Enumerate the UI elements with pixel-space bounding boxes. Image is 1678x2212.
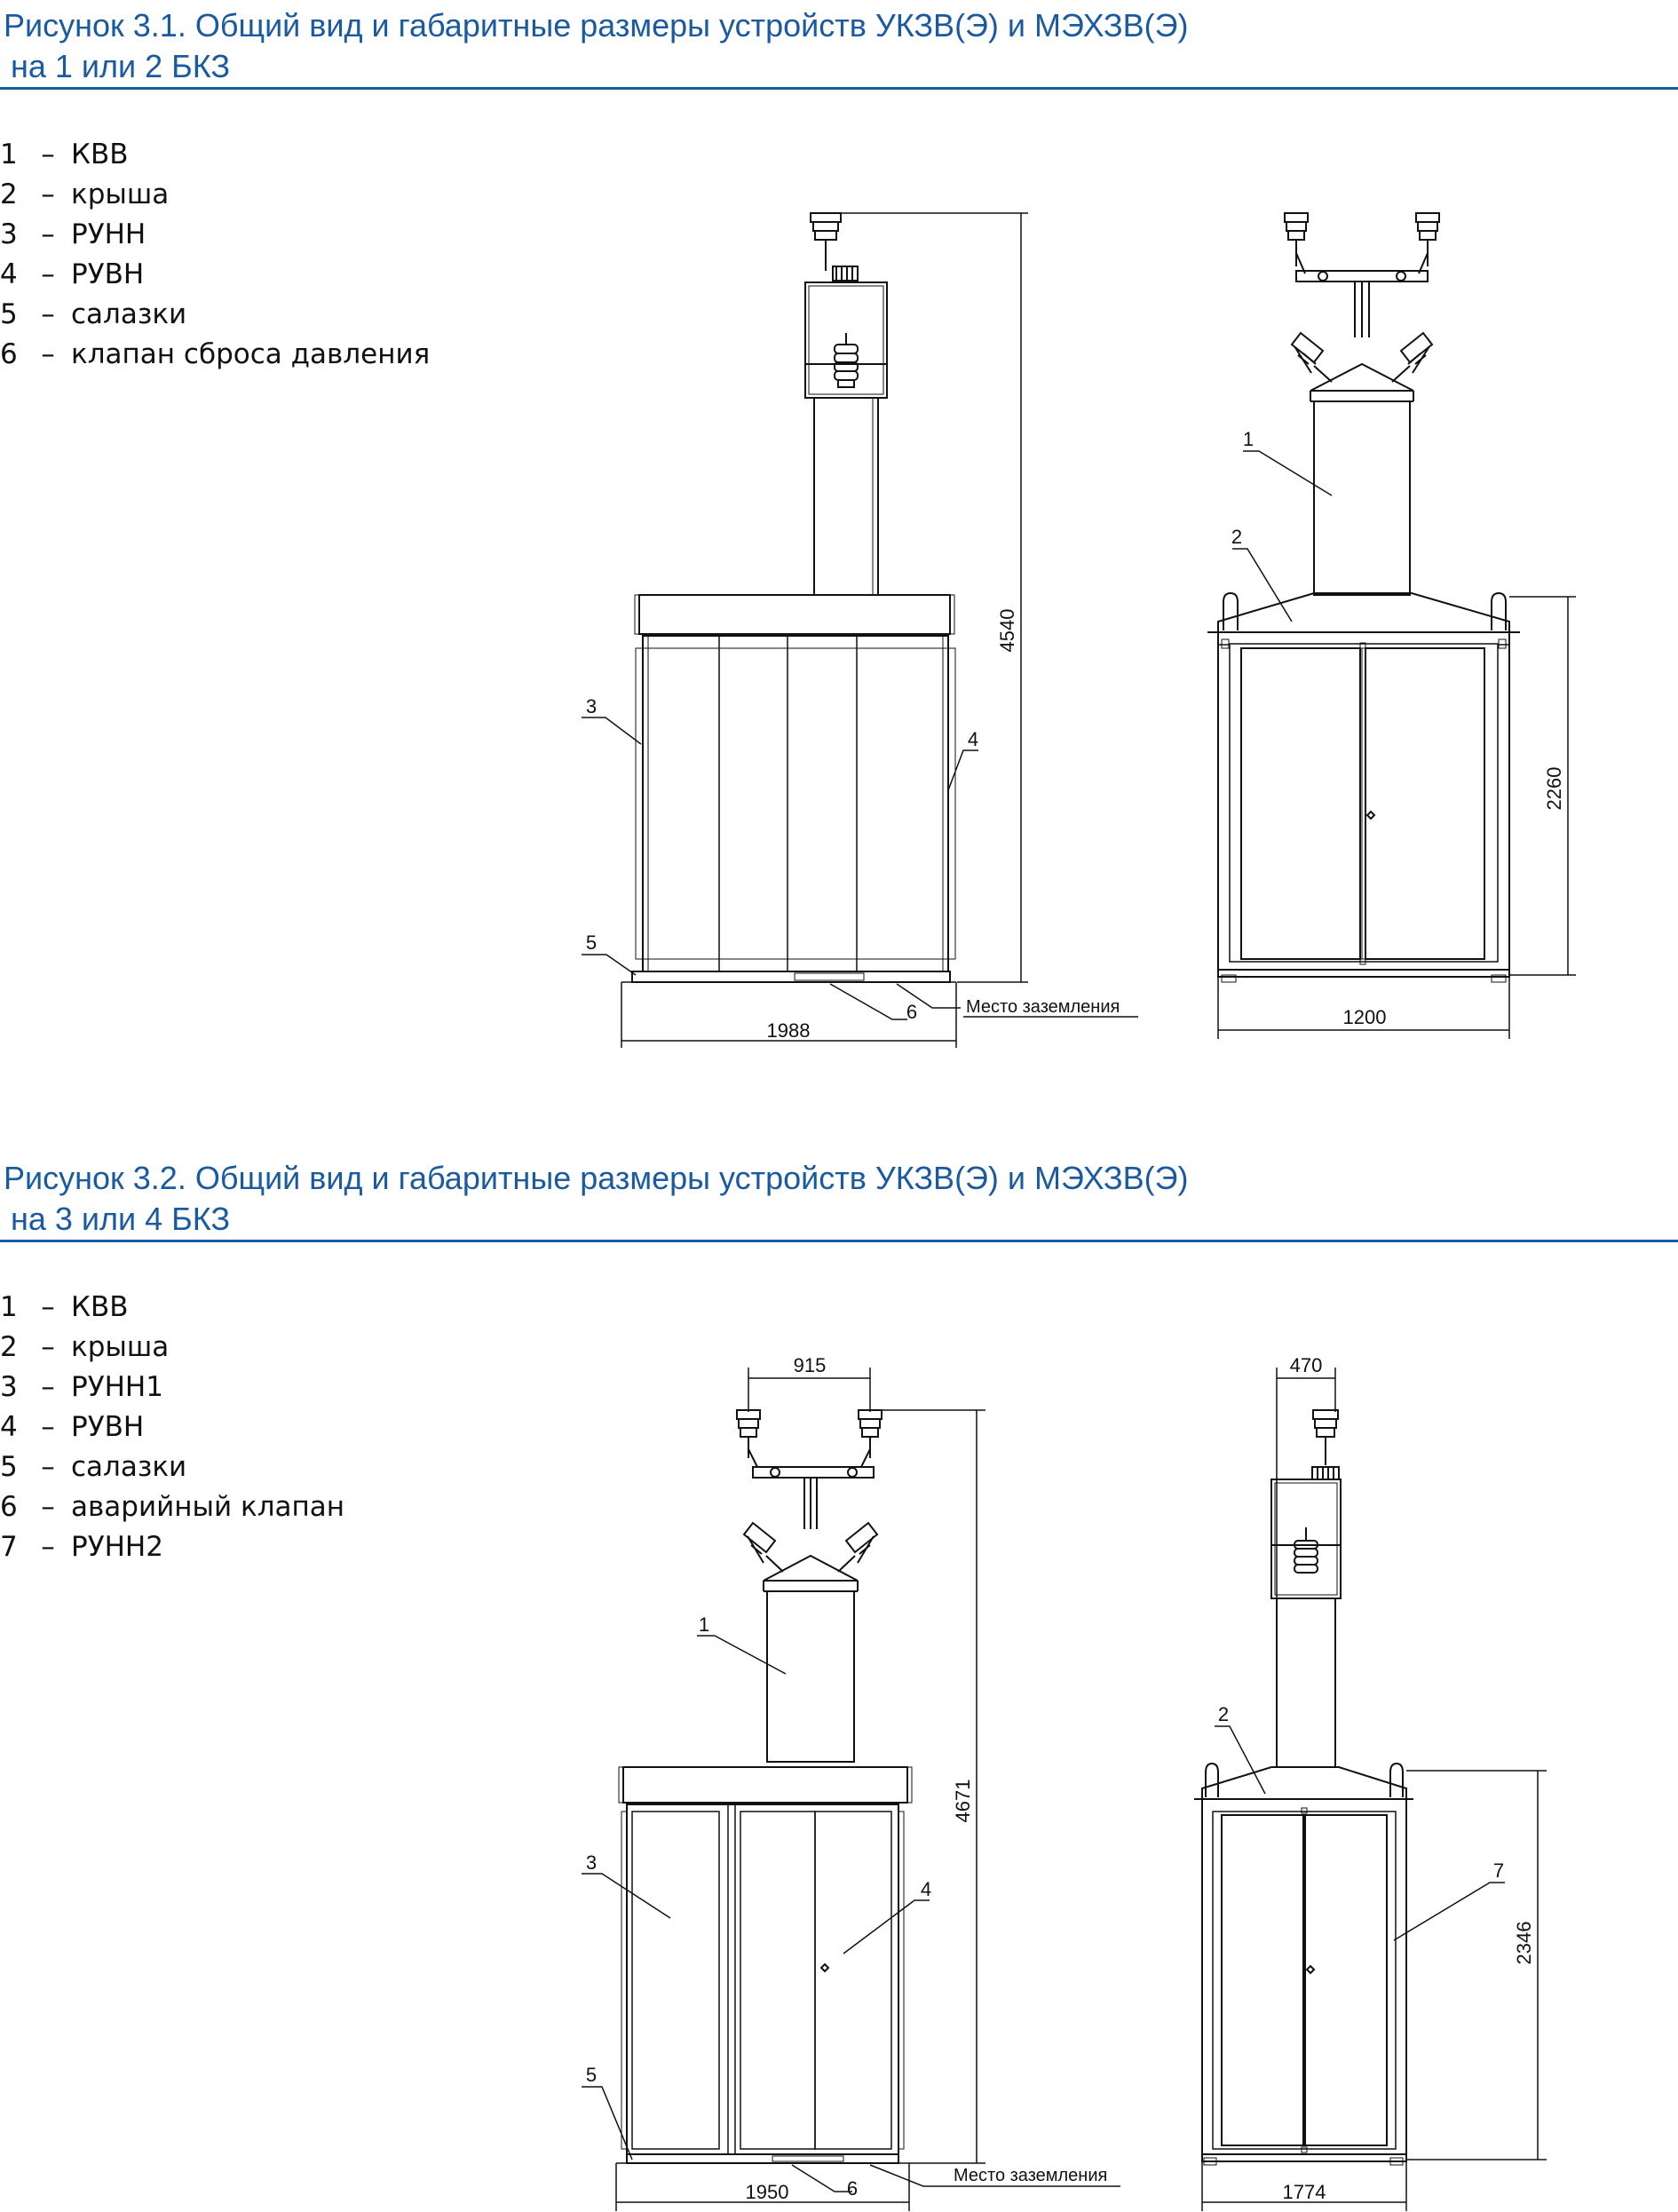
label-6: 6 — [906, 1001, 918, 1023]
label-3: 3 — [585, 695, 598, 718]
legend-item: 2 – крыша — [0, 1331, 170, 1363]
bushing-icon — [1392, 333, 1432, 382]
legend-item: 4 – РУВН — [0, 1411, 145, 1443]
label-4: 4 — [920, 1878, 932, 1900]
legend-item: 7 – РУНН2 — [0, 1531, 163, 1563]
label-7: 7 — [1492, 1859, 1505, 1882]
dim-4671: 4671 — [952, 1779, 974, 1823]
legend-item: 4 – РУВН — [0, 258, 145, 290]
dim-915: 915 — [793, 1354, 827, 1376]
bushing-icon — [744, 1523, 783, 1572]
leader-lines — [582, 718, 978, 1019]
figure1-title-line2: на 1 или 2 БКЗ — [11, 48, 231, 84]
insulator-icon — [1313, 1410, 1338, 1465]
label-4: 4 — [967, 728, 979, 750]
label-2: 2 — [1217, 1703, 1230, 1725]
legend-item: 6 – клапан сброса давления — [0, 338, 431, 370]
figure1-title-line1: Рисунок 3.1. Общий вид и габаритные размеры устройств УКЗВ(Э) и МЭХЗВ(Э) — [4, 7, 1189, 44]
label-5: 5 — [585, 932, 598, 954]
insulator-icon — [1416, 213, 1439, 266]
legend-item: 1 – КВВ — [0, 139, 129, 170]
figure2-title-line1: Рисунок 3.2. Общий вид и габаритные размеры устройств УКЗВ(Э) и МЭХЗВ(Э) — [4, 1160, 1189, 1196]
fig1-front-view — [621, 213, 956, 982]
bushing-icon — [838, 1523, 877, 1572]
legend-item: 1 – КВВ — [0, 1291, 129, 1323]
dimension-height — [839, 213, 1028, 982]
label-1: 1 — [698, 1613, 710, 1636]
legend-item: 2 – крыша — [0, 178, 170, 210]
leader-lines — [1215, 1726, 1505, 1940]
leader-lines — [1232, 451, 1332, 622]
legend-item: 5 – салазки — [0, 298, 187, 330]
label-1: 1 — [1242, 428, 1255, 450]
dim-4540: 4540 — [996, 608, 1018, 653]
insulator-icon — [835, 333, 858, 387]
fig2-front-view — [616, 1410, 912, 2163]
label-3: 3 — [585, 1851, 598, 1874]
leader-lines — [582, 1636, 1120, 2192]
ground-label: Место заземления — [966, 997, 1120, 1017]
fig2-side-view — [1194, 1410, 1413, 2165]
bushing-icon — [1292, 333, 1332, 382]
legend-item: 3 – РУНН — [0, 218, 146, 250]
label-6: 6 — [846, 2177, 859, 2200]
insulator-icon — [811, 213, 858, 281]
fig1-side-view — [1207, 213, 1520, 982]
dim-1200: 1200 — [1342, 1006, 1387, 1028]
dim-1774: 1774 — [1282, 2181, 1326, 2203]
legend-item: 3 – РУНН1 — [0, 1371, 163, 1403]
insulator-icon — [1285, 213, 1308, 266]
label-5: 5 — [585, 2064, 598, 2086]
dim-1988: 1988 — [766, 1019, 811, 1042]
dim-470: 470 — [1289, 1354, 1323, 1376]
legend-item: 5 – салазки — [0, 1451, 187, 1483]
insulator-icon — [1294, 1527, 1318, 1573]
ground-label: Место заземления — [954, 2166, 1108, 2185]
dim-1950: 1950 — [745, 2181, 789, 2203]
legend-item: 6 – аварийный клапан — [0, 1491, 345, 1523]
figure2-title-line2: на 3 или 4 БКЗ — [11, 1201, 231, 1237]
dim-2346: 2346 — [1513, 1921, 1535, 1965]
dim-2260: 2260 — [1543, 766, 1565, 811]
label-2: 2 — [1231, 526, 1243, 548]
